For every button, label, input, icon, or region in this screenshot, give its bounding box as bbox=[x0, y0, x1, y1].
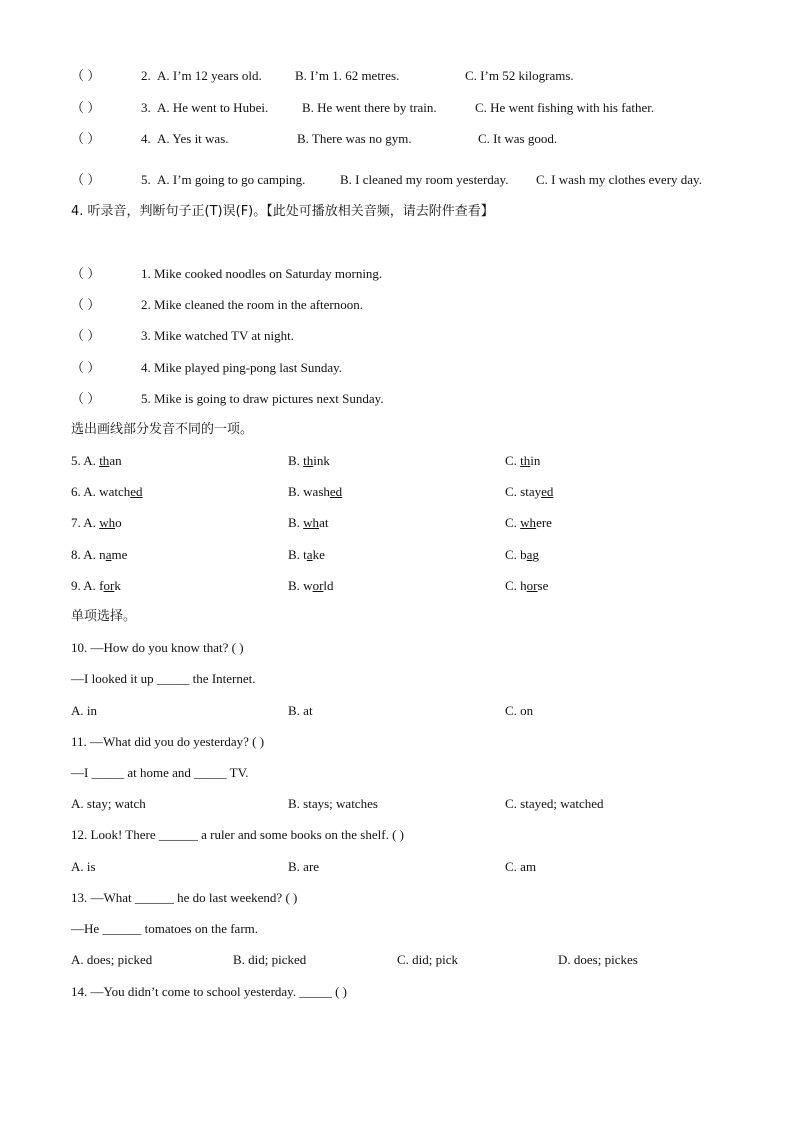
tf-statement: 2. Mike cleaned the room in the afternoon. bbox=[141, 297, 364, 312]
option-c[interactable]: C. stayed; watched bbox=[505, 796, 604, 811]
phonics-option-a: 6. A. watched bbox=[71, 484, 143, 499]
phonics-option-a: 5. A. than bbox=[71, 453, 122, 468]
section-heading: 选出画线部分发音不同的一项。 bbox=[71, 422, 254, 437]
tf-item bbox=[71, 266, 131, 282]
item-number: 5. bbox=[141, 172, 151, 187]
question-line: —He ______ tomatoes on the farm. bbox=[71, 921, 259, 936]
phonics-option-c: C. stayed bbox=[505, 484, 554, 499]
option-a[interactable]: A. in bbox=[71, 703, 97, 718]
option-a[interactable]: A. stay; watch bbox=[71, 796, 146, 811]
option-c[interactable]: C. am bbox=[505, 859, 537, 874]
option-a[interactable]: A. does; picked bbox=[71, 952, 153, 967]
option-a: A. I’m going to go camping. bbox=[157, 172, 306, 187]
item-number: 2. bbox=[141, 68, 151, 83]
option-c: C. I’m 52 kilograms. bbox=[465, 68, 574, 83]
phonics-option-b: B. world bbox=[288, 578, 334, 593]
question-stem: 14. —You didn’t come to school yesterday. _____ ( ) bbox=[71, 984, 347, 999]
answer-paren[interactable]: （ ） bbox=[71, 391, 101, 406]
option-b: B. I’m 1. 62 metres. bbox=[295, 68, 400, 83]
tf-statement: 1. Mike cooked noodles on Saturday morning. bbox=[141, 266, 383, 281]
phonics-option-b: B. washed bbox=[288, 484, 343, 499]
tf-item bbox=[71, 360, 131, 376]
phonics-option-a: 7. A. who bbox=[71, 515, 122, 530]
answer-paren[interactable]: （ ） bbox=[71, 360, 101, 375]
option-b[interactable]: B. stays; watches bbox=[288, 796, 378, 811]
tf-statement: 5. Mike is going to draw pictures next Sunday. bbox=[141, 391, 384, 406]
answer-paren[interactable]: （ ） bbox=[71, 68, 101, 83]
answer-paren[interactable]: （ ） bbox=[71, 172, 101, 187]
phonics-option-c: C. thin bbox=[505, 453, 541, 468]
section-heading: 4. 听录音，判断句子正(T)误(F)。【此处可播放相关音频，请去附件查看】 bbox=[71, 204, 494, 219]
item-number: 3. bbox=[141, 100, 151, 115]
item-number: 4. bbox=[141, 131, 151, 146]
tf-statement: 4. Mike played ping-pong last Sunday. bbox=[141, 360, 342, 375]
tf-item bbox=[71, 328, 131, 344]
q3-item-4 bbox=[71, 131, 100, 147]
question-stem: 10. —How do you know that? ( ) bbox=[71, 640, 244, 655]
tf-statement: 3. Mike watched TV at night. bbox=[141, 328, 294, 343]
option-b: B. There was no gym. bbox=[297, 131, 412, 146]
section-heading: 单项选择。 bbox=[71, 609, 137, 624]
question-stem: 11. —What did you do yesterday? ( ) bbox=[71, 734, 265, 749]
q3-item-2 bbox=[71, 68, 100, 84]
phonics-option-b: B. take bbox=[288, 547, 325, 562]
phonics-option-b: B. think bbox=[288, 453, 330, 468]
option-c: C. It was good. bbox=[478, 131, 558, 146]
tf-item bbox=[71, 391, 131, 407]
option-c[interactable]: C. did; pick bbox=[397, 952, 459, 967]
phonics-option-a: 8. A. name bbox=[71, 547, 128, 562]
option-c[interactable]: C. on bbox=[505, 703, 534, 718]
answer-paren[interactable]: （ ） bbox=[71, 131, 101, 146]
option-a: A. Yes it was. bbox=[157, 131, 229, 146]
tf-item bbox=[71, 297, 131, 313]
phonics-option-c: C. horse bbox=[505, 578, 549, 593]
answer-paren[interactable]: （ ） bbox=[71, 100, 101, 115]
phonics-option-a: 9. A. fork bbox=[71, 578, 121, 593]
option-b: B. I cleaned my room yesterday. bbox=[340, 172, 509, 187]
option-d[interactable]: D. does; pickes bbox=[558, 952, 638, 967]
answer-paren[interactable]: （ ） bbox=[71, 266, 101, 281]
q3-item-5 bbox=[71, 172, 100, 188]
option-c: C. He went fishing with his father. bbox=[475, 100, 655, 115]
option-b: B. He went there by train. bbox=[302, 100, 437, 115]
option-a: A. I’m 12 years old. bbox=[157, 68, 262, 83]
question-stem: 12. Look! There ______ a ruler and some books on the shelf. ( ) bbox=[71, 827, 404, 842]
phonics-option-c: C. where bbox=[505, 515, 552, 530]
question-stem: 13. —What ______ he do last weekend? ( ) bbox=[71, 890, 298, 905]
option-a: A. He went to Hubei. bbox=[157, 100, 269, 115]
phonics-option-b: B. what bbox=[288, 515, 329, 530]
option-c: C. I wash my clothes every day. bbox=[536, 172, 702, 187]
phonics-option-c: C. bag bbox=[505, 547, 539, 562]
question-line: —I looked it up _____ the Internet. bbox=[71, 671, 256, 686]
option-a[interactable]: A. is bbox=[71, 859, 96, 874]
q3-item-3 bbox=[71, 100, 100, 116]
answer-paren[interactable]: （ ） bbox=[71, 297, 101, 312]
option-b[interactable]: B. did; picked bbox=[233, 952, 307, 967]
question-line: —I _____ at home and _____ TV. bbox=[71, 765, 249, 780]
option-b[interactable]: B. at bbox=[288, 703, 313, 718]
answer-paren[interactable]: （ ） bbox=[71, 328, 101, 343]
option-b[interactable]: B. are bbox=[288, 859, 320, 874]
